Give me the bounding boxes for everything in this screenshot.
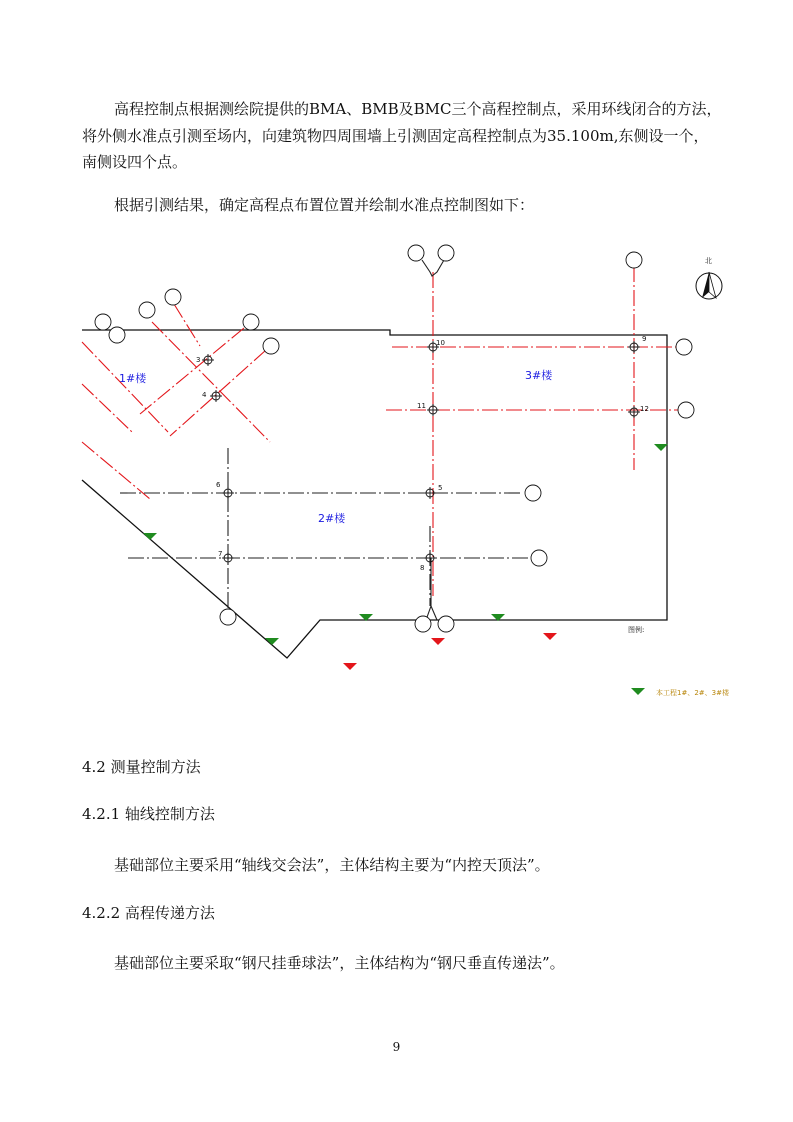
section-4-2-1-heading: 4.2.1 轴线控制方法 — [82, 805, 215, 823]
section-4-2-2-text: 基础部位主要采取“钢尺挂垂球法”，主体结构为“钢尺垂直传递法”。 — [114, 954, 565, 972]
black-axis-lines — [120, 448, 528, 608]
legend-label: 图例: — [628, 626, 645, 634]
page-number: 9 — [392, 1040, 401, 1054]
benchmark-control-diagram — [0, 236, 793, 716]
site-boundary — [82, 330, 667, 658]
point-label-6: 6 — [216, 481, 221, 489]
point-label-5: 5 — [438, 484, 443, 492]
point-label-4: 4 — [202, 391, 207, 399]
benchmark-markers-red — [343, 633, 557, 670]
legend-text: 本工程1#、2#、3#楼 — [656, 689, 729, 697]
point-label-7: 7 — [218, 550, 223, 558]
diagram-intro-paragraph: 根据引测结果，确定高程点布置位置并绘制水准点控制图如下： — [114, 196, 535, 214]
section-4-2-1-text: 基础部位主要采用“轴线交会法”，主体结构主要为“内控天顶法”。 — [114, 856, 550, 874]
intro-paragraph: 高程控制点根据测绘院提供的BMA、BMB及BMC三个高程控制点，采用环线闭合的方法，将外侧水准点引测至场内，向建筑物四周围墙上引测固定高程控制点为35.100m,东侧设一个，南侧设四个点。 — [82, 100, 722, 171]
point-label-3: 3 — [196, 356, 201, 364]
point-label-12: 12 — [640, 405, 649, 413]
building-2-label: 2#楼 — [318, 512, 346, 525]
axis-label-circles — [95, 245, 694, 632]
point-label-9: 9 — [642, 335, 647, 343]
building-3-label: 3#楼 — [525, 369, 553, 382]
red-axis-lines — [82, 266, 680, 596]
point-label-8: 8 — [420, 564, 425, 572]
north-arrow-icon — [696, 256, 722, 299]
section-4-2-2-heading: 4.2.2 高程传递方法 — [82, 904, 215, 922]
control-point-markers — [202, 341, 640, 564]
benchmark-markers-green — [143, 444, 668, 695]
point-label-11: 11 — [417, 402, 426, 410]
section-4-2-heading: 4.2 测量控制方法 — [82, 758, 201, 776]
building-1-label: 1#楼 — [119, 372, 147, 385]
point-label-10: 10 — [436, 339, 445, 347]
north-label: 北 — [705, 257, 712, 265]
